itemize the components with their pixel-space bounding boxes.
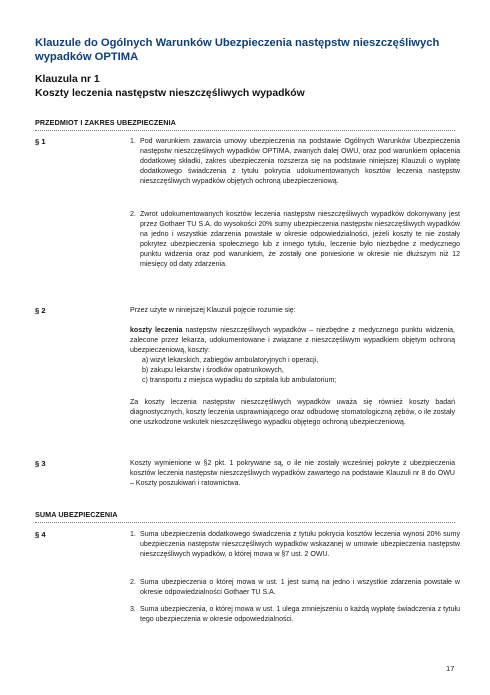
definition-list-item: c) transportu z miejsca wypadku do szpitala lub ambulatorium; [142,377,337,385]
item-text: Suma ubezpieczenia, o której mowa w ust. 1 ulega zmniejszeniu o każdą wypłatę świadczenia z tytułu tego ubezpieczenia w okresie odpowiedzialności. [140,606,460,624]
paragraph-label-1: § 1 [35,137,46,146]
paragraph-label-4: § 4 [35,530,46,539]
paragraph-4-item-3 [130,605,460,625]
section-divider [35,522,455,523]
paragraph-2-intro: Przez użyte w niniejszej Klauzuli pojęcie rozumie się: [130,307,296,314]
definition-list-item: b) zakupu lekarstw i środków opatrunkowych, [142,367,284,375]
item-text: Zwrot udokumentowanych kosztów leczenia następstw nieszczęśliwych wypadków dokonywany jest przez Gothaer TU S.A. do wysokości 20% sumy ubezpieczenia następstw nieszczęśliwych wypadków na jedno i wszystkie zdarzenia powstałe w okresie odpowiedzialności, jeżeli koszty te nie zostały pokrytez ubezpieczenia społecznego lub z innego tytułu, leczenie było niezbędne z medycznego punktu widzenia oraz pod warunkiem, że zostały one poniesione w okresie nie dłuższym niż 12 miesięcy od daty zdarzenia. [140,211,460,269]
paragraph-label-3: § 3 [35,459,46,468]
item-number: 1. [130,531,136,538]
paragraph-2-definition [130,326,455,387]
definition-text: następstw nieszczęśliwych wypadków – niezbędne z medycznego punktu widzenia, zalecone przez lekarza, udokumentowane i związane z nieszczęśliwym wypadkiem objętym ochroną ubezpieczeniową, koszty: [130,327,455,355]
item-text: Pod warunkiem zawarcia umowy ubezpieczenia na podstawie Ogólnych Warunków Ubezpieczenia następstw nieszczęśliwych wypadków OPTIMA, zwanych dalej OWU, oraz pod warunkiem opłacenia dodatkowej składki, zakres ubezpieczenia rozszerza się na podstawie niniejszej Klauzuli o wypłatę dodatkowego świadczenia z tytułu pokrycia udokumentowanych kosztów leczenia następstw nieszczęśliwych wypadków objętych ochroną ubezpieczeniową. [140,138,460,186]
item-number: 3. [130,606,136,613]
paragraph-label-2: § 2 [35,306,46,315]
definition-term: koszty leczenia [130,327,183,334]
item-text: Suma ubezpieczenia o której mowa w ust. 1 jest sumą na jedno i wszystkie zdarzenia powstałe w okresie odpowiedzialności Gothaer TU S.A. [140,579,460,597]
paragraph-4-item-1 [130,530,460,560]
page-number: 17 [446,664,455,673]
section-heading-sum: SUMA UBEZPIECZENIA [35,510,118,519]
clause-title: Koszty leczenia następstw nieszczęśliwych wypadków [35,88,305,99]
item-text: Suma ubezpieczenia dodatkowego świadczenia z tytułu pokrycia kosztów leczenia wynosi 20% sumy ubezpieczenia następstw nieszczęśliwych wypadków wskazanej w umowie ubezpieczenia następstw nieszczęśliwych wypadków, o której mowa w §7 ust. 2 OWU. [140,531,460,559]
item-number: 1. [130,138,136,145]
clause-number: Klauzula nr 1 [35,74,100,85]
definition-list-item: a) wizyt lekarskich, zabiegów ambulatoryjnych i operacji, [142,357,319,365]
paragraph-3-text: Koszty wymienione w §2 pkt. 1 pokrywane są, o ile nie zostały wcześniej pokryte z ubezpieczenia kosztów leczenia następstw nieszczęśliwych wypadków zawartego na podstawie Klauzuli nr 8 do OWU – Koszty poszukiwań i ratownictwa. [130,460,455,488]
paragraph-4-item-2 [130,578,460,598]
paragraph-1-item-2 [130,210,460,271]
section-heading-scope: PRZEDMIOT I ZAKRES UBEZPIECZENIA [35,118,176,127]
document-title: Klauzule do Ogólnych Warunków Ubezpieczenia następstw nieszczęśliwych wypadków OPTIMA [35,37,440,63]
section-divider [35,130,455,131]
item-number: 2. [130,211,136,218]
paragraph-2-extra: Za koszty leczenia następstw nieszczęśliwych wypadków uważa się również koszty badań diagnostycznych, koszty leczenia usprawniającego oraz odbudowę stomatologiczną zębów, o ile zostały one uszkodzone wskutek nieszczęśliwego wypadku objętego ochroną ubezpieczeniową. [130,399,455,427]
item-number: 2. [130,579,136,586]
paragraph-1-item-1 [130,137,460,187]
